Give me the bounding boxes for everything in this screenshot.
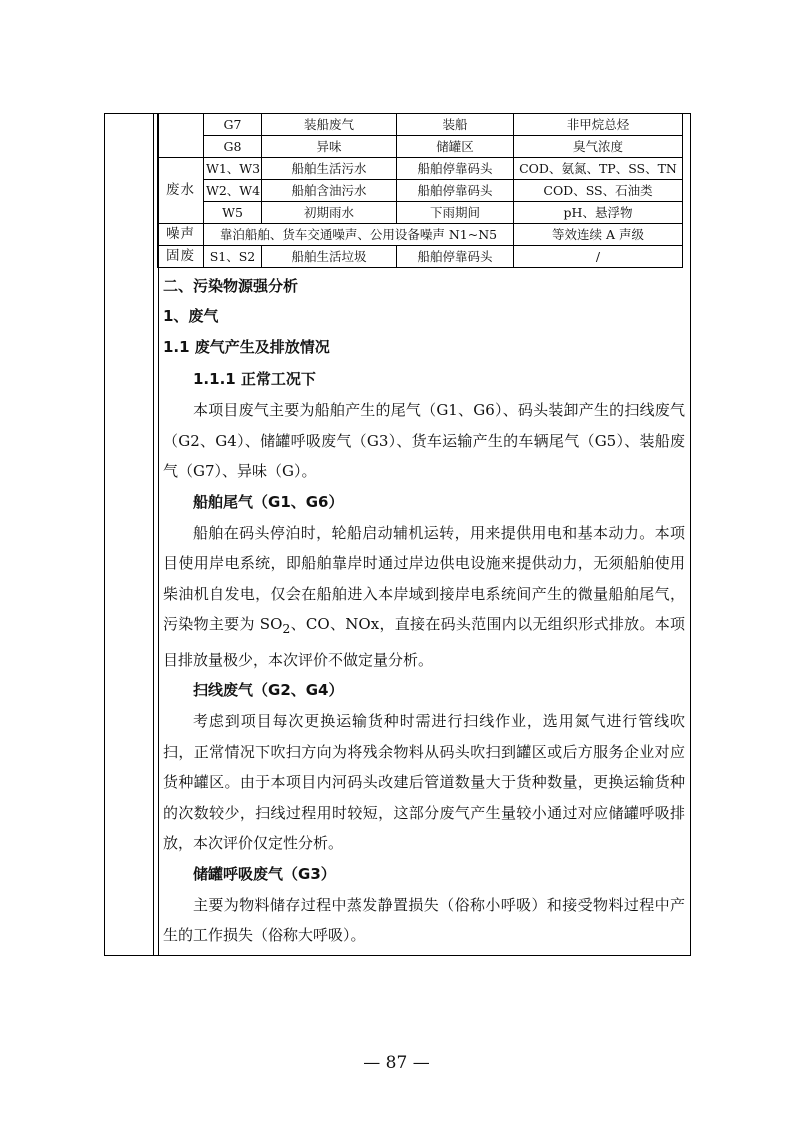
page-number: — 87 — <box>363 1053 430 1073</box>
pollutant-table <box>157 113 683 268</box>
section-title: 二、污染物源强分析 <box>163 277 299 295</box>
category-cell-wastewater: 废水 <box>158 158 204 224</box>
frame-divider <box>153 114 154 955</box>
location-cell: 储罐区 <box>397 136 514 158</box>
location-cell: 装船 <box>397 114 514 136</box>
table-row <box>158 224 683 246</box>
table-row <box>158 158 683 180</box>
location-cell: 船舶停靠码头 <box>397 246 514 268</box>
code-cell: W2、W4 <box>204 180 262 202</box>
ship-para-part-1: 船舶在码头停泊时，轮船启动辅机运转，用来提供用电和基本动力。本项目使用岸电系统，即船舶靠岸时通过岸边供电设施来提供动力，无须船舶使用柴油机自发电，仅会在船舶进入本岸域到接岸电系统间产生的微量船舶尾气，污染物主要为 SO <box>163 523 685 633</box>
pollutant-cell: 臭气浓度 <box>514 136 683 158</box>
source-cell: 船舶含油污水 <box>262 180 397 202</box>
tank-breathing-paragraph: 主要为物料储存过程中蒸发静置损失（俗称小呼吸）和接受物料过程中产生的工作损失（俗称大呼吸）。 <box>163 895 685 944</box>
pollutant-cell: 等效连续 A 声级 <box>514 224 683 246</box>
source-cell: 初期雨水 <box>262 202 397 224</box>
location-cell: 船舶停靠码头 <box>397 158 514 180</box>
pollutant-cell: pH、悬浮物 <box>514 202 683 224</box>
source-cell: 船舶生活污水 <box>262 158 397 180</box>
table-row <box>158 180 683 202</box>
sweep-gas-heading: 扫线废气（G2、G4） <box>193 681 344 699</box>
source-cell: 装船废气 <box>262 114 397 136</box>
code-cell: G7 <box>204 114 262 136</box>
ship-para-part-2: 、CO、NOx，直接在码头范围内以无组织形式排放。本项目排放量极少，本次评价不做定量分析。 <box>163 615 685 669</box>
location-cell: 船舶停靠码头 <box>397 180 514 202</box>
table-row <box>158 114 683 136</box>
so2-subscript: 2 <box>282 621 291 636</box>
source-cell: 异味 <box>262 136 397 158</box>
ship-exhaust-heading: 船舶尾气（G1、G6） <box>193 492 344 511</box>
ship-exhaust-paragraph <box>163 518 685 676</box>
subsection-heading-1-1: 1.1 废气产生及排放情况 <box>163 338 330 356</box>
category-cell <box>158 114 204 158</box>
table-row <box>158 202 683 224</box>
location-cell: 下雨期间 <box>397 202 514 224</box>
document-body <box>163 271 685 951</box>
code-cell: S1、S2 <box>204 246 262 268</box>
pollutant-cell: COD、SS、石油类 <box>514 180 683 202</box>
code-cell: G8 <box>204 136 262 158</box>
pollutant-cell: / <box>514 246 683 268</box>
category-cell-noise: 噪声 <box>158 224 204 246</box>
table-row <box>158 246 683 268</box>
intro-paragraph: 本项目废气主要为船舶产生的尾气（G1、G6）、码头装卸产生的扫线废气（G2、G4）、储罐呼吸废气（G3）、货车运输产生的车辆尾气（G5）、装船废气（G7）、异味（G）。 <box>163 401 685 480</box>
subsection-heading-waste-gas: 1、废气 <box>163 307 219 325</box>
pollutant-cell: COD、氨氮、TP、SS、TN <box>514 158 683 180</box>
subsection-heading-1-1-1: 1.1.1 正常工况下 <box>193 370 316 388</box>
pollutant-cell: 非甲烷总烃 <box>514 114 683 136</box>
code-cell: W1、W3 <box>204 158 262 180</box>
noise-description-cell: 靠泊船舶、货车交通噪声、公用设备噪声 N1~N5 <box>204 224 514 246</box>
category-cell-solid-waste: 固废 <box>158 246 204 268</box>
tank-breathing-heading: 储罐呼吸废气（G3） <box>193 864 336 883</box>
table-row <box>158 136 683 158</box>
code-cell: W5 <box>204 202 262 224</box>
source-cell: 船舶生活垃圾 <box>262 246 397 268</box>
sweep-gas-paragraph: 考虑到项目每次更换运输货种时需进行扫线作业，选用氮气进行管线吹扫，正常情况下吹扫方向为将残余物料从码头吹扫到罐区或后方服务企业对应货种罐区。由于本项目内河码头改建后管道数量大于货种数量，更换运输货种的次数较少，扫线过程用时较短，这部分废气产生量较小通过对应储罐呼吸排放，本次评价仅定性分析。 <box>163 712 685 852</box>
